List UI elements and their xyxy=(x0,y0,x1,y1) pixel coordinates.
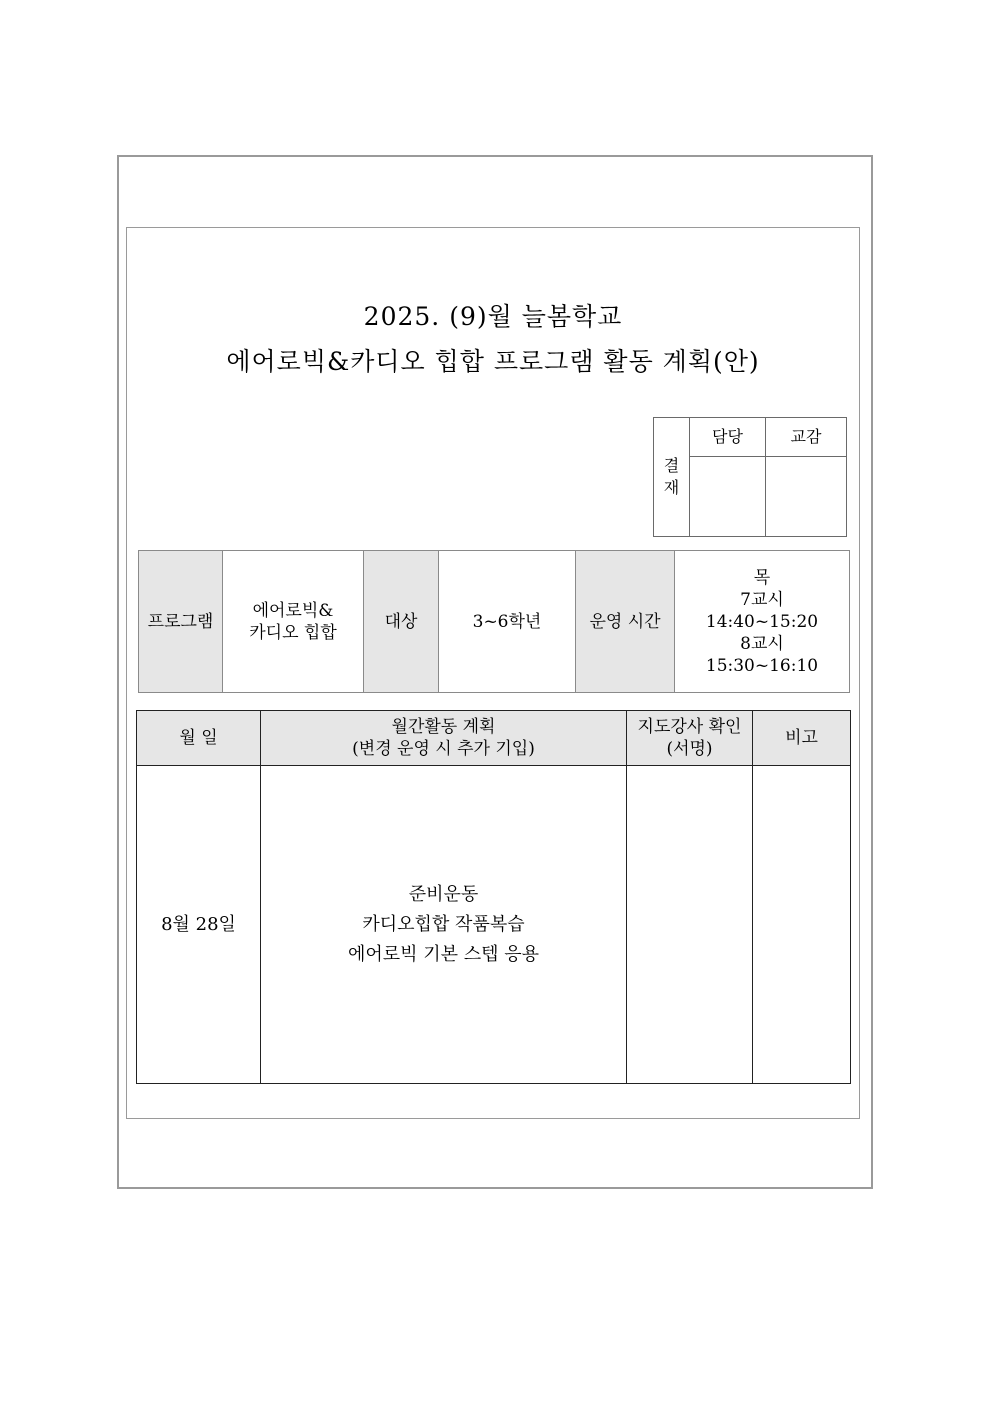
program-value-line2: 카디오 힙합 xyxy=(249,622,337,643)
time-period-7: 7교시 xyxy=(740,589,784,610)
table-row xyxy=(137,766,851,1084)
target-value: 3~6학년 xyxy=(439,551,576,693)
row-note xyxy=(753,766,851,1084)
activity-item: 에어로빅 기본 스텝 응용 xyxy=(347,943,540,965)
activity-item: 카디오힙합 작품복습 xyxy=(362,913,525,935)
header-activity-line2: (변경 운영 시 추가 기입) xyxy=(352,739,535,759)
approval-side-label xyxy=(654,418,690,537)
header-date: 월 일 xyxy=(137,711,261,766)
time-label: 운영 시간 xyxy=(576,551,675,693)
time-day: 목 xyxy=(753,567,771,588)
document-title-line2: 에어로빅&카디오 힙합 프로그램 활동 계획(안) xyxy=(226,347,760,376)
program-info-table xyxy=(138,550,850,693)
approval-header-vice-principal: 교감 xyxy=(766,418,847,457)
header-note: 비고 xyxy=(753,711,851,766)
row-instructor-signature xyxy=(627,766,753,1084)
row-date: 8월 28일 xyxy=(137,766,261,1084)
header-activity xyxy=(261,711,627,766)
approval-sign-manager xyxy=(690,457,766,537)
time-value xyxy=(675,551,850,693)
approval-header-manager: 담당 xyxy=(690,418,766,457)
approval-side-char-1: 결 xyxy=(663,456,680,475)
program-label: 프로그램 xyxy=(139,551,223,693)
activity-item: 준비운동 xyxy=(408,883,479,905)
row-activities xyxy=(261,766,627,1084)
header-instructor-line1: 지도강사 확인 xyxy=(637,717,742,737)
approval-table xyxy=(653,417,847,537)
target-label: 대상 xyxy=(364,551,439,693)
header-instructor-line2: (서명) xyxy=(666,739,713,759)
time-range-8: 15:30~16:10 xyxy=(705,655,819,676)
header-instructor xyxy=(627,711,753,766)
header-activity-line1: 월간활동 계획 xyxy=(391,717,496,737)
monthly-plan-table xyxy=(136,710,851,1084)
program-value-line1: 에어로빅& xyxy=(252,600,334,621)
program-value xyxy=(223,551,364,693)
document-title-line1: 2025. (9)월 늘봄학교 xyxy=(363,302,623,331)
approval-sign-vice-principal xyxy=(766,457,847,537)
approval-side-char-2: 재 xyxy=(663,478,680,497)
time-range-7: 14:40~15:20 xyxy=(705,611,819,632)
time-period-8: 8교시 xyxy=(740,633,784,654)
